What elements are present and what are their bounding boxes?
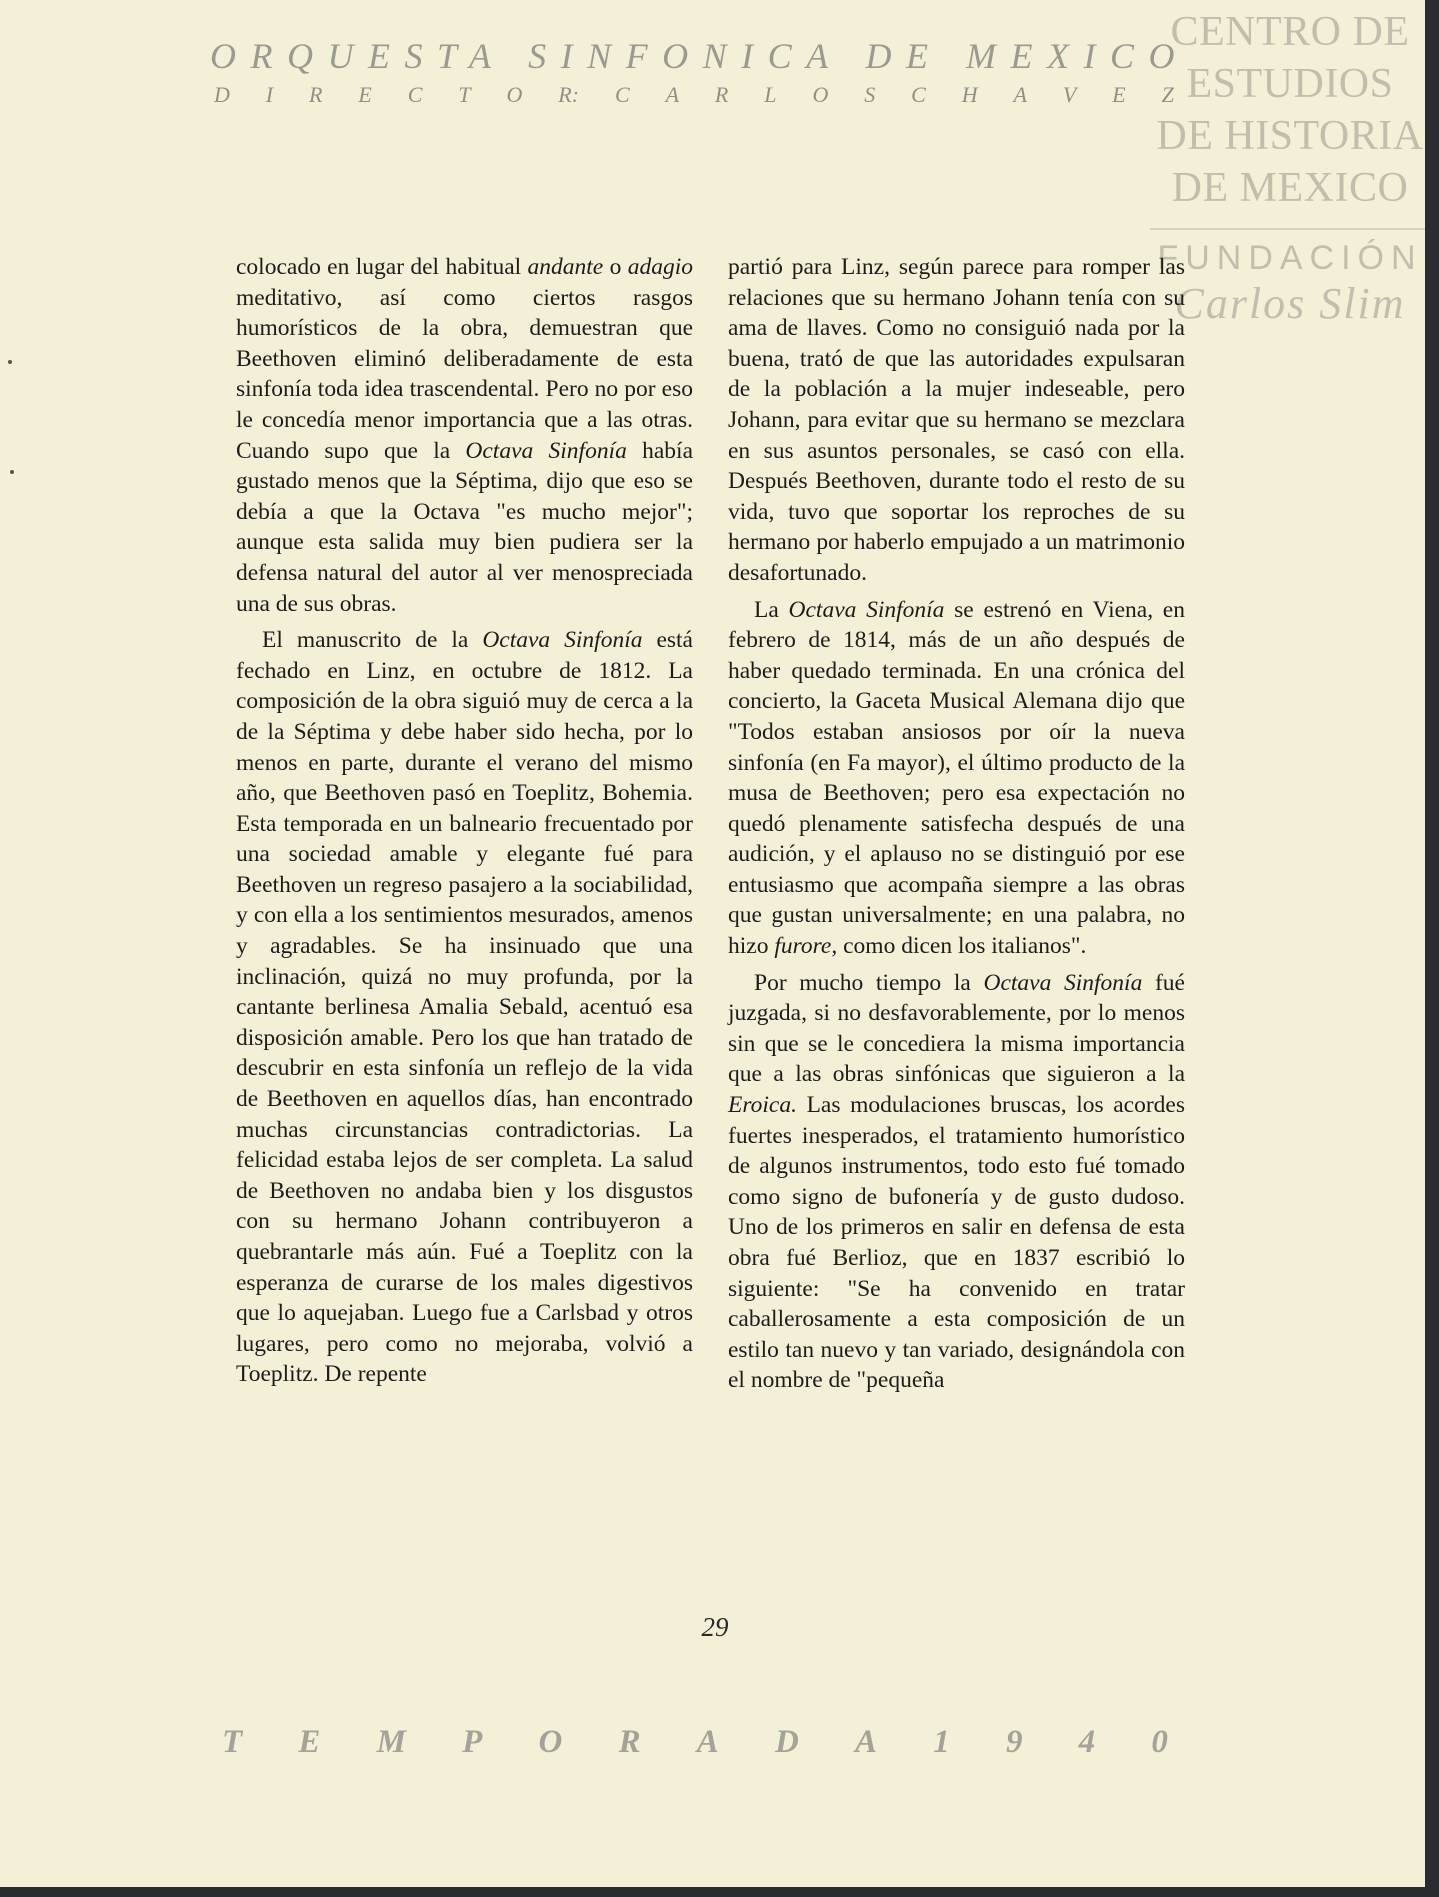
subtitle-letter: S xyxy=(864,82,876,107)
watermark-line: ESTUDIOS xyxy=(1186,61,1394,107)
text-run: había gustado menos que la Séptima, dijo que eso se debía a que la Octava "es mucho mejor"; aunque esta salida muy bien pudiera ser la defensa natural del autor al ver menospreciada una de sus obras. xyxy=(236,437,694,617)
paragraph xyxy=(236,625,693,1390)
italic-run: furore, xyxy=(774,933,838,960)
footer-letter: 9 xyxy=(1005,1724,1023,1760)
subtitle-letter: E xyxy=(358,82,372,107)
italic-run: andante xyxy=(527,254,604,280)
italic-run: Octava Sinfonía xyxy=(482,627,643,654)
subtitle-letter: H xyxy=(961,82,978,107)
footer-letter: E xyxy=(298,1724,321,1760)
subtitle-letter: O xyxy=(506,82,523,107)
text-column-left xyxy=(236,252,693,1396)
footer-letter: O xyxy=(538,1724,563,1760)
footer-letter: A xyxy=(855,1724,878,1760)
subtitle-letter: E xyxy=(1112,82,1126,107)
text-column-right xyxy=(728,252,1185,1402)
watermark-line: DE MEXICO xyxy=(1171,165,1409,211)
footer-letter: D xyxy=(775,1724,799,1760)
page-number: 29 xyxy=(701,1612,729,1642)
subtitle-letter: C xyxy=(407,82,423,107)
subtitle-letter: T xyxy=(458,82,471,107)
paragraph xyxy=(728,595,1185,962)
footer-letter: M xyxy=(376,1724,406,1760)
watermark-foundation: FUNDACIÓN xyxy=(1157,239,1423,277)
text-run: como dicen los italianos". xyxy=(837,933,1087,960)
text-run: partió para Linz, según parece para romper las relaciones que su hermano Johann tenía con su ama de llaves. Como no consiguió nada por la buena, trató de que las autoridades expulsaran de la población a la mujer indeseable, pero Johann, para evitar que su hermano se mezclara en sus asuntos personales, se casó con ella. Después Beethoven, durante todo el resto de su vida, tuvo que soportar los reproches de su hermano por haberlo empujado a un matrimonio desafortunado. xyxy=(728,254,1185,586)
italic-run: Eroica. xyxy=(728,1092,797,1119)
scan-speck xyxy=(10,470,14,474)
text-run: Las modulaciones bruscas, los acordes fuertes inesperados, el tratamiento humorístico de algunos instrumentos, todo esto fué tomado como signo de bufonería y de gusto dudoso. Uno de los primeros en salir en defensa de esta obra fué Berlioz, que en 1837 escribió lo siguiente: "Se ha convenido en tratar caballerosamente a esta composición de un estilo tan nuevo y tan variado, designándola con el nombre de "pequeña xyxy=(728,1092,1185,1394)
footer-letter: 1 xyxy=(933,1724,950,1760)
italic-run: Octava Sinfonía xyxy=(465,437,627,464)
scan-edge-right xyxy=(1425,0,1439,1897)
footer-letter: T xyxy=(222,1724,243,1760)
subtitle-letter: R xyxy=(309,82,323,107)
header-title: ORQUESTA SINFONICA DE MEXICO xyxy=(210,36,1189,76)
text-run: La xyxy=(754,596,789,623)
subtitle-letter: C xyxy=(911,82,926,107)
text-run: colocado en lugar del habitual xyxy=(236,254,528,280)
watermark-signature: Carlos Slim xyxy=(1174,279,1406,328)
subtitle-letter: A xyxy=(1013,82,1027,107)
paragraph xyxy=(236,252,693,619)
text-run: El manuscrito de la xyxy=(262,627,483,654)
subtitle-letter: R xyxy=(714,82,729,107)
subtitle-letter: D xyxy=(214,82,230,107)
watermark-divider xyxy=(1150,228,1430,230)
watermark-line: DE HISTORIA xyxy=(1156,113,1424,159)
italic-run: adagio xyxy=(627,254,693,280)
subtitle-letter: C xyxy=(614,82,630,107)
scan-speck xyxy=(8,360,12,364)
header-subtitle xyxy=(214,84,1174,106)
text-run: meditativo, así como ciertos rasgos humorísticos de la obra, demuestran que Beethoven eliminó deliberadamente de esta sinfonía toda idea trascendental. Pero no por eso le concedía menor importancia que a las otras. Cuando supo que la xyxy=(236,284,693,464)
footer-letter: P xyxy=(462,1724,483,1760)
paragraph xyxy=(728,252,1185,589)
scan-edge-bottom xyxy=(0,1887,1439,1897)
italic-run: Octava Sinfonía xyxy=(983,969,1143,996)
subtitle-letter: I xyxy=(265,82,274,107)
text-run: está fechado en Linz, en octubre de 1812. La composición de la obra siguió muy de cerca a la de la Séptima y debe haber sido hecha, por lo menos en parte, durante el verano del mismo año, que Beethoven pasó en Toeplitz, Bohemia. Esta temporada en un balneario frecuentado por una sociedad amable y elegante fué para Beethoven un regreso pasajero a la sociabilidad, y con ella a los sentimientos mesurados, amenos y agradables. Se ha insinuado que una inclinación, quizá no muy profunda, por la cantante berlinesa Amalia Sebald, acentuó esa disposición amable. Pero los que han tratado de descubrir en esta sinfonía un reflejo de la vida de Beethoven en aquellos días, han encontrado muchas circunstancias contradictorias. La felicidad estaba lejos de ser completa. La salud de Beethoven no andaba bien y los disgustos con su hermano Johann contribuyeron a quebrantarle más aún. Fué a Toeplitz con la esperanza de curarse de los males digestivos que lo aquejaban. Luego fue a Carlsbad y otros lugares, pero como no mejoraba, volvió a Toeplitz. De repente xyxy=(236,627,693,1388)
italic-run: Octava Sinfonía xyxy=(788,596,945,623)
footer-letter: 4 xyxy=(1078,1724,1096,1760)
text-run: se estrenó en Viena, en febrero de 1814, más de un año después de haber quedado terminada. En una crónica del concierto, la Gaceta Musical Alemana dijo que "Todos estaban ansiosos por oír la nueva sinfonía (en Fa mayor), el último producto de la musa de Beethoven; pero esa expectación no quedó plenamente satisfecha después de una audición, y el aplauso no se distinguió por ese entusiasmo que acompaña siempre a las obras que gustan universalmente; en una palabra, no hizo xyxy=(728,596,1185,960)
subtitle-letter: O xyxy=(812,82,829,107)
text-run: o xyxy=(603,254,628,280)
text-run: Por mucho tiempo la xyxy=(754,969,984,996)
subtitle-letter: Z xyxy=(1161,82,1174,107)
footer-letter: 0 xyxy=(1151,1724,1168,1760)
subtitle-letter: L xyxy=(764,82,777,107)
subtitle-letter: R: xyxy=(558,82,580,107)
subtitle-letter: V xyxy=(1062,82,1077,107)
watermark xyxy=(1150,6,1430,330)
footer-letter: R xyxy=(618,1724,641,1760)
watermark-line: CENTRO DE xyxy=(1170,9,1410,55)
text-run: fué juzgada, si no desfavorablemente, por lo menos sin que se le concediera la misma importancia que a las obras sinfónicas que siguieron a la xyxy=(728,969,1185,1088)
footer-season xyxy=(222,1726,1168,1759)
subtitle-letter: A xyxy=(665,82,680,107)
footer-letter: A xyxy=(696,1724,719,1760)
paragraph xyxy=(728,968,1185,1396)
